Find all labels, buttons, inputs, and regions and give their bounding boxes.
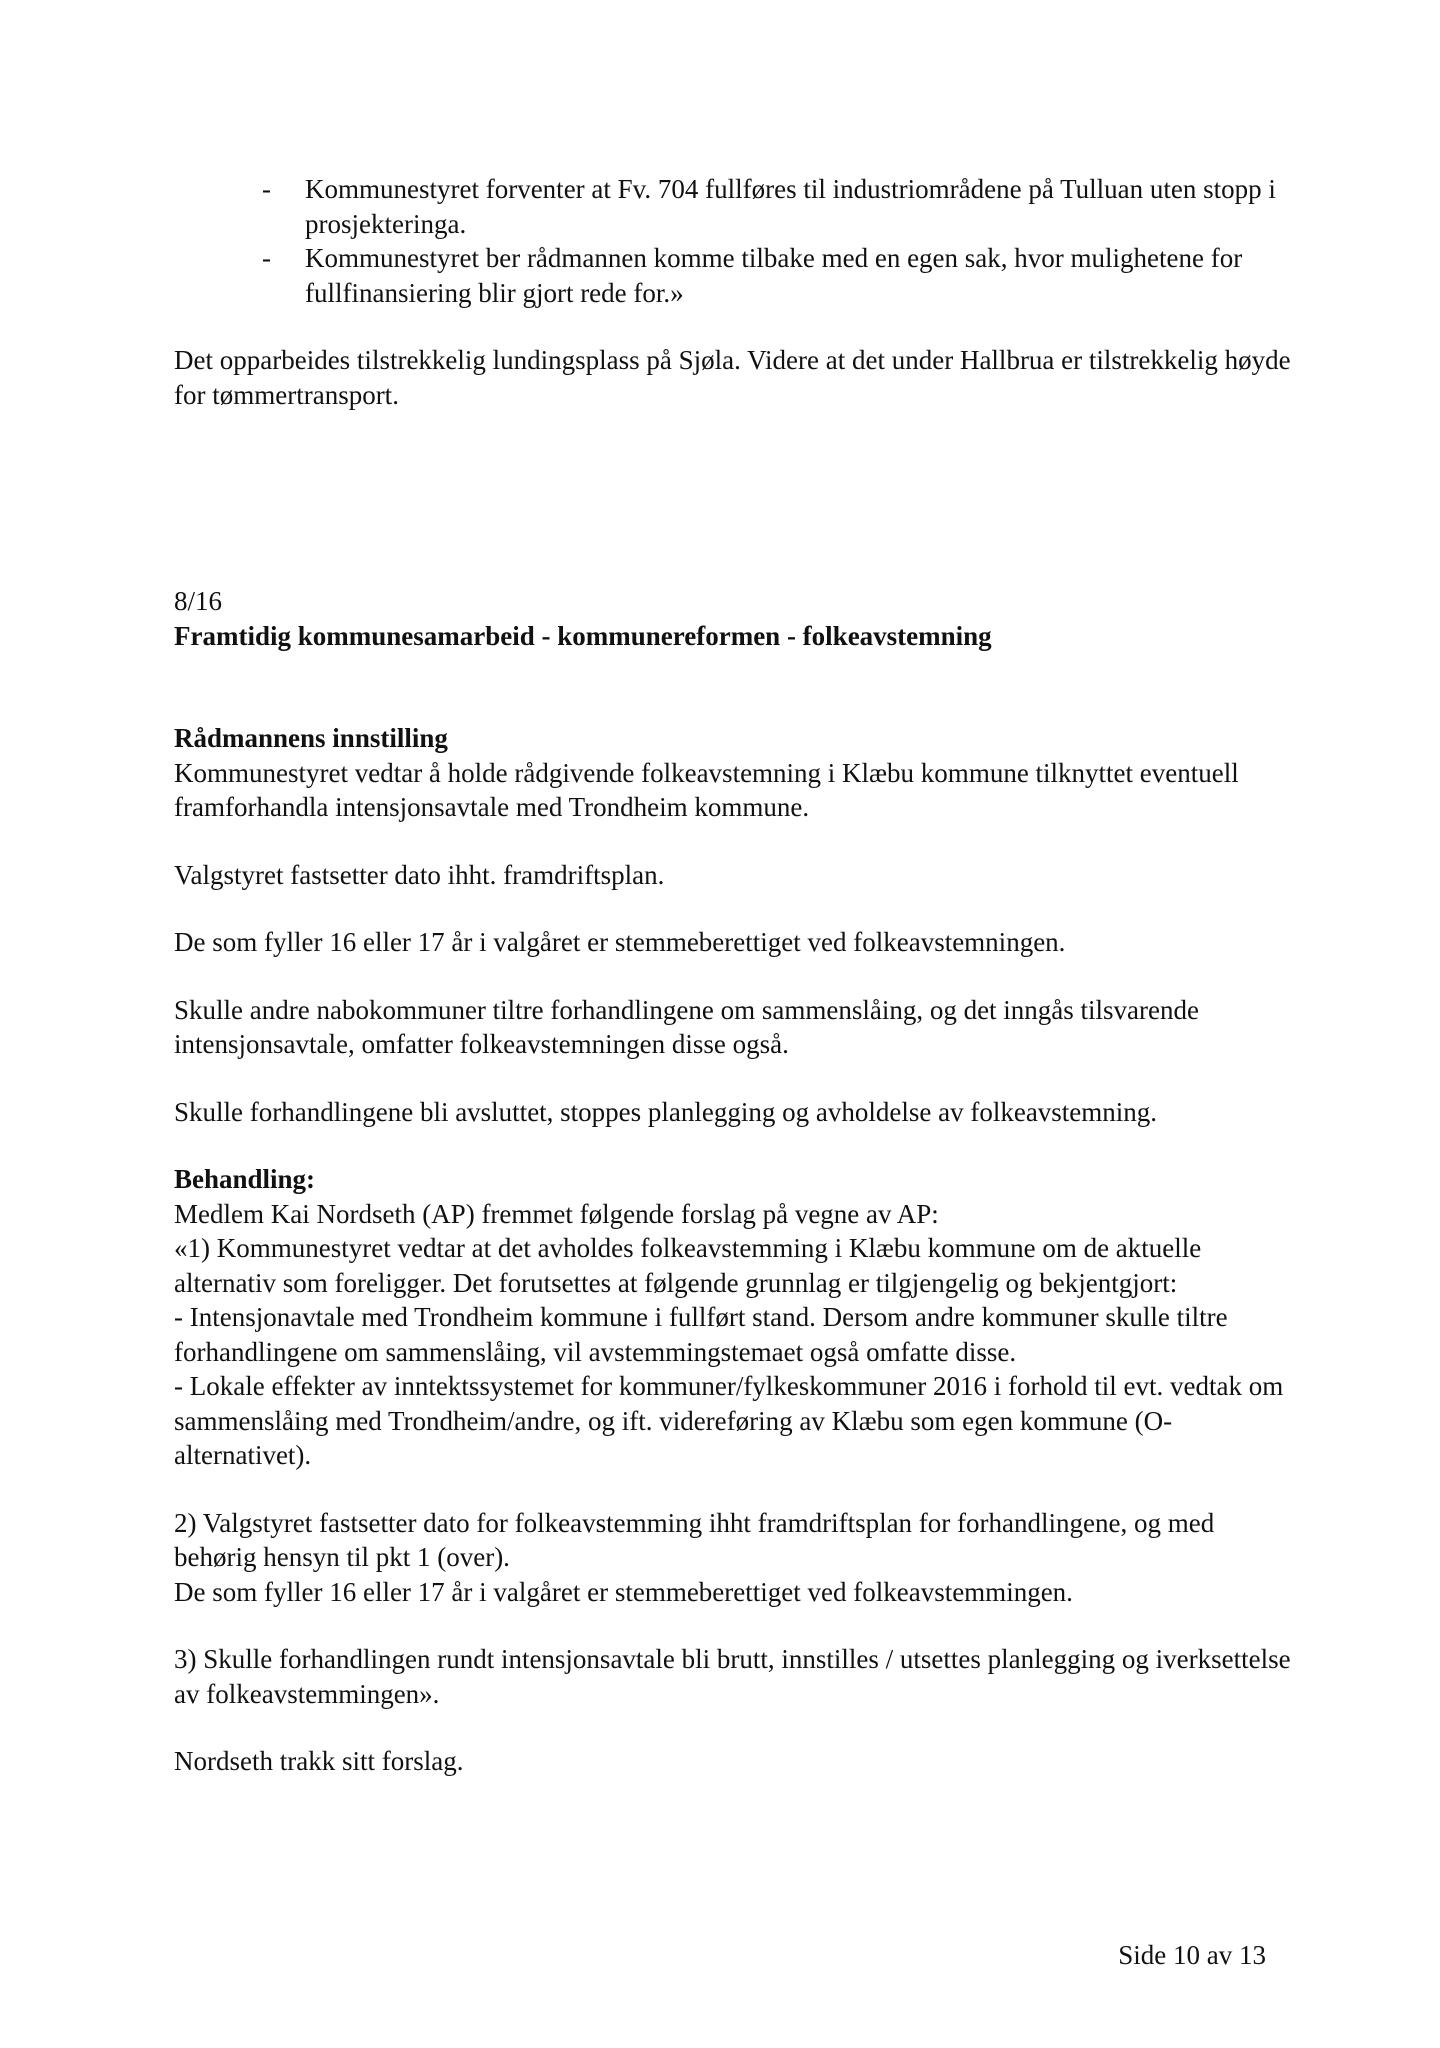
treatment-line: «1) Kommunestyret vedtar at det avholdes folkeavstemming i Klæbu kommune om de aktuelle alternativ som foreligger. Det forutsettes at følgende grunnlag er tilgjengelig og bekjentgjort: bbox=[174, 1233, 1202, 1298]
bullet-list bbox=[174, 172, 1294, 310]
treatment-paragraph: Nordseth trakk sitt forslag. bbox=[174, 1746, 464, 1776]
treatment-section bbox=[174, 1162, 1294, 1779]
treatment-paragraph: 2) Valgstyret fastsetter dato for folkeavstemming ihht framdriftsplan for forhandlingene, og med behørig hensyn til pkt 1 (over). bbox=[174, 1507, 1215, 1572]
bullet-dash: - bbox=[262, 243, 271, 273]
treatment-line: - Lokale effekter av inntektssystemet for kommuner/fylkeskommuner 2016 i forhold til evt. vedtak om sammenslåing med Trondheim/andre, og ift. videreføring av Klæbu som egen kommune (O-alternativet). bbox=[174, 1371, 1284, 1470]
recommendation-paragraph: Skulle forhandlingene bli avsluttet, stoppes planlegging og avholdelse av folkeavstemning. bbox=[174, 1096, 1158, 1127]
treatment-paragraph: De som fyller 16 eller 17 år i valgåret er stemmeberettiget ved folkeavstemmingen. bbox=[174, 1576, 1073, 1607]
bullet-item bbox=[174, 172, 1294, 241]
recommendation-section bbox=[174, 721, 1294, 1129]
bullet-item bbox=[174, 241, 1294, 310]
treatment-line: Medlem Kai Nordseth (AP) fremmet følgende forslag på vegne av AP: bbox=[174, 1198, 939, 1229]
recommendation-paragraph: Skulle andre nabokommuner tiltre forhandlingene om sammenslåing, og det inngås tilsvarende intensjonsavtale, omfatter folkeavstemningen disse også. bbox=[174, 994, 1199, 1059]
recommendation-paragraph: Valgstyret fastsetter dato ihht. framdriftsplan. bbox=[174, 859, 665, 890]
recommendation-paragraph: Kommunestyret vedtar å holde rådgivende folkeavstemning i Klæbu kommune tilknyttet eventuell framforhandla intensjonsavtale med Trondheim kommune. bbox=[174, 757, 1239, 822]
page-number: Side 10 av 13 bbox=[1118, 1940, 1266, 1970]
bullet-text: Kommunestyret forventer at Fv. 704 fullføres til industriområdene på Tulluan uten stopp i prosjekteringa. bbox=[305, 174, 1276, 239]
treatment-heading: Behandling: bbox=[174, 1164, 316, 1194]
bullet-text: Kommunestyret ber rådmannen komme tilbake med en egen sak, hvor mulighetene for fullfinansiering blir gjort rede for.» bbox=[305, 243, 1243, 308]
treatment-paragraph: 3) Skulle forhandlingen rundt intensjonsavtale bli brutt, innstilles / utsettes planlegging og iverksettelse av folkeavstemmingen». bbox=[174, 1644, 1291, 1709]
document-page bbox=[174, 172, 1294, 1779]
case-title: Framtidig kommunesamarbeid - kommunereformen - folkeavstemning bbox=[174, 620, 992, 651]
intro-paragraph: Det opparbeides tilstrekkelig lundingsplass på Sjøla. Videre at det under Hallbrua er tilstrekkelig høyde for tømmertransport. bbox=[174, 345, 1291, 410]
recommendation-paragraph: De som fyller 16 eller 17 år i valgåret er stemmeberettiget ved folkeavstemningen. bbox=[174, 927, 1066, 957]
case-number: 8/16 bbox=[174, 586, 223, 616]
treatment-line: - Intensjonavtale med Trondheim kommune i fullført stand. Dersom andre kommuner skulle tiltre forhandlingene om sammenslåing, vil avstemmingstemaet også omfatte disse. bbox=[174, 1302, 1228, 1367]
recommendation-heading: Rådmannens innstilling bbox=[174, 723, 448, 753]
bullet-dash: - bbox=[262, 174, 271, 204]
